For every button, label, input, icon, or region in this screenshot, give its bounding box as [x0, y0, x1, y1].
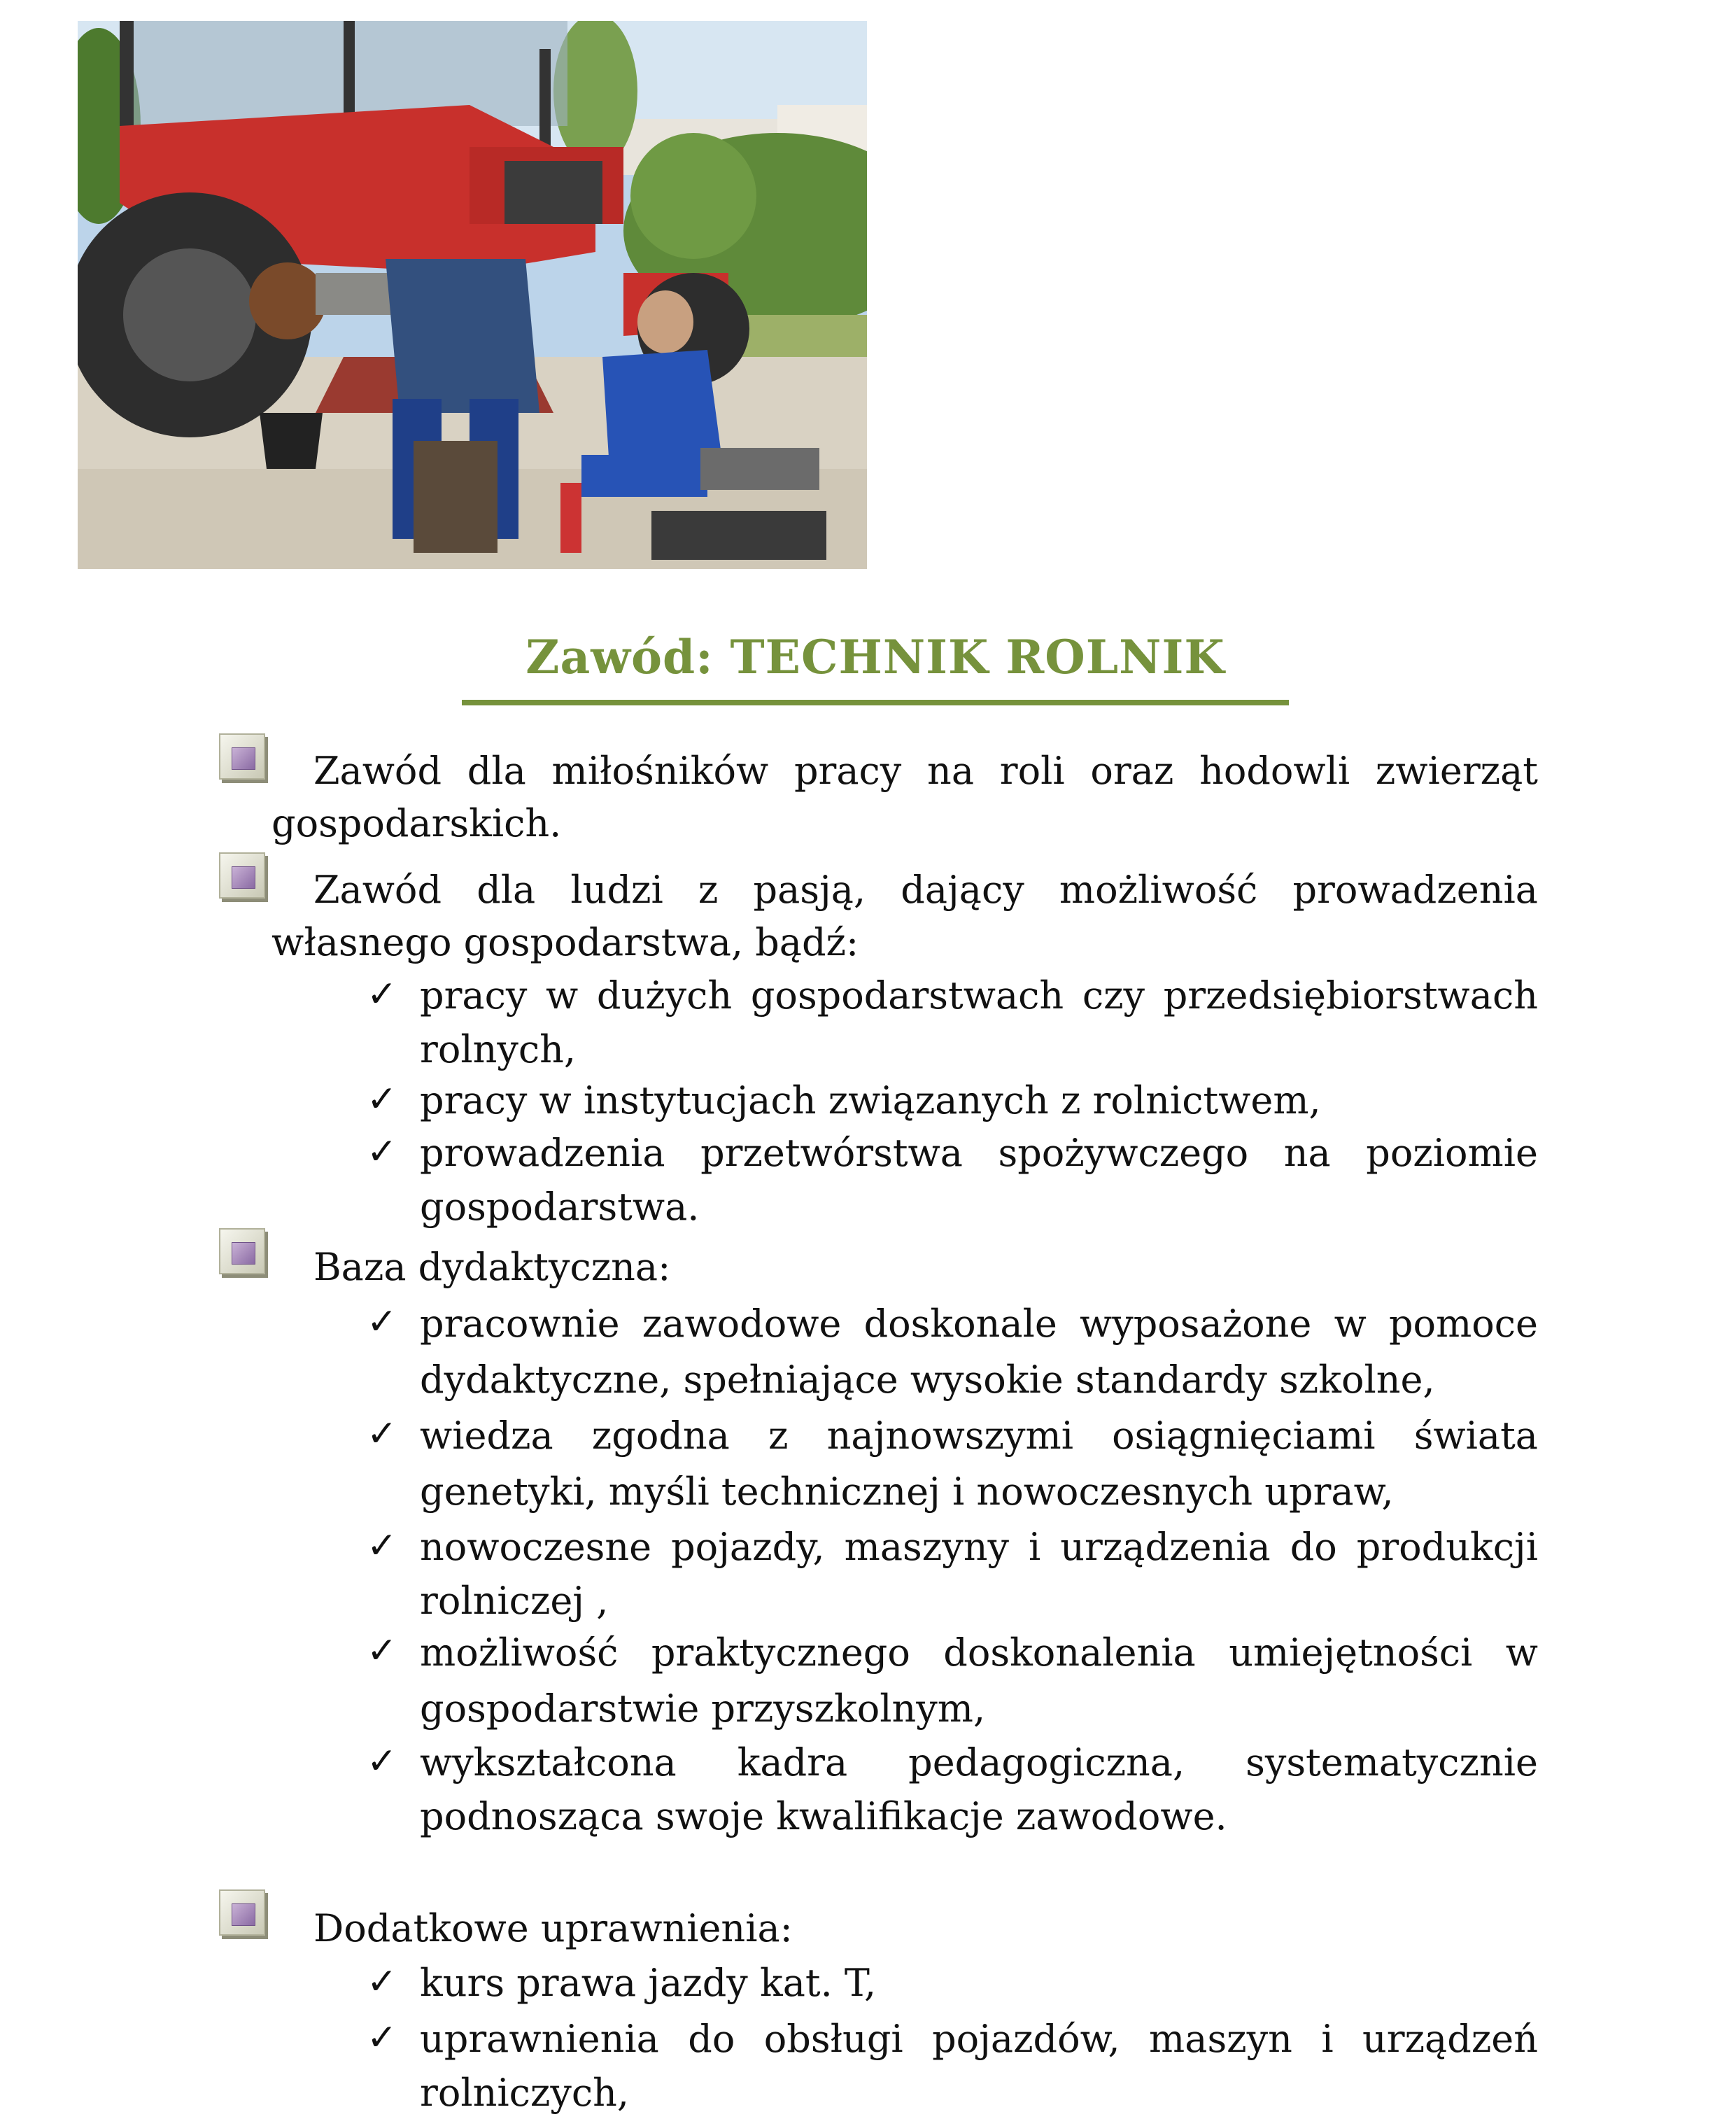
- check-icon: ✓: [367, 973, 397, 1015]
- check-icon: ✓: [367, 2017, 397, 2059]
- check-icon: ✓: [367, 1961, 397, 2003]
- section-heading: Baza dydaktyczna:: [313, 1245, 671, 1289]
- section-text: Zawód dla ludzi z pasją, dający możliwość prowadzenia własnego gospodarstwa, bądź:: [271, 868, 1538, 964]
- check-icon: ✓: [367, 1630, 397, 1672]
- list-item: wykształcona kadra pedagogiczna, systematycznie podnosząca swoje kwalifikacje zawodowe.: [420, 1740, 1538, 1838]
- title-underline: [462, 700, 1289, 705]
- list-item: prowadzenia przetwórstwa spożywczego na poziomie gospodarstwa.: [420, 1131, 1538, 1229]
- check-icon: ✓: [367, 1301, 397, 1343]
- square-bullet-icon: [219, 733, 271, 785]
- list-item: możliwość praktycznego doskonalenia umiejętności w gospodarstwie przyszkolnym,: [420, 1631, 1538, 1731]
- page-title: Zawód: TECHNIK ROLNIK: [525, 630, 1225, 684]
- list-item: uprawnienia do obsługi pojazdów, maszyn i urządzeń rolniczych,: [420, 2017, 1538, 2115]
- list-item: pracy w dużych gospodarstwach czy przedsiębiorstwach rolnych,: [420, 973, 1538, 1071]
- section-heading: Dodatkowe uprawnienia:: [313, 1906, 793, 1950]
- check-icon: ✓: [367, 1078, 397, 1120]
- check-icon: ✓: [367, 1740, 397, 1782]
- square-bullet-icon: [219, 1228, 271, 1280]
- list-item: kurs prawa jazdy kat. T,: [420, 1961, 877, 2005]
- list-item: pracy w instytucjach związanych z rolnictwem,: [420, 1078, 1321, 1122]
- list-item: nowoczesne pojazdy, maszyny i urządzenia do produkcji rolniczej ,: [420, 1525, 1538, 1623]
- tractor-photo: [78, 21, 867, 569]
- square-bullet-icon: [219, 1889, 271, 1941]
- list-item: wiedza zgodna z najnowszymi osiągnięciami świata genetyki, myśli technicznej i nowoczesnych upraw,: [420, 1414, 1538, 1514]
- check-icon: ✓: [367, 1525, 397, 1567]
- list-item: pracownie zawodowe doskonale wyposażone w pomoce dydaktyczne, spełniające wysokie standardy szkolne,: [420, 1302, 1538, 1402]
- square-bullet-icon: [219, 852, 271, 904]
- check-icon: ✓: [367, 1131, 397, 1173]
- check-icon: ✓: [367, 1413, 397, 1455]
- section-text: Zawód dla miłośników pracy na roli oraz hodowli zwierząt gospodarskich.: [271, 749, 1538, 845]
